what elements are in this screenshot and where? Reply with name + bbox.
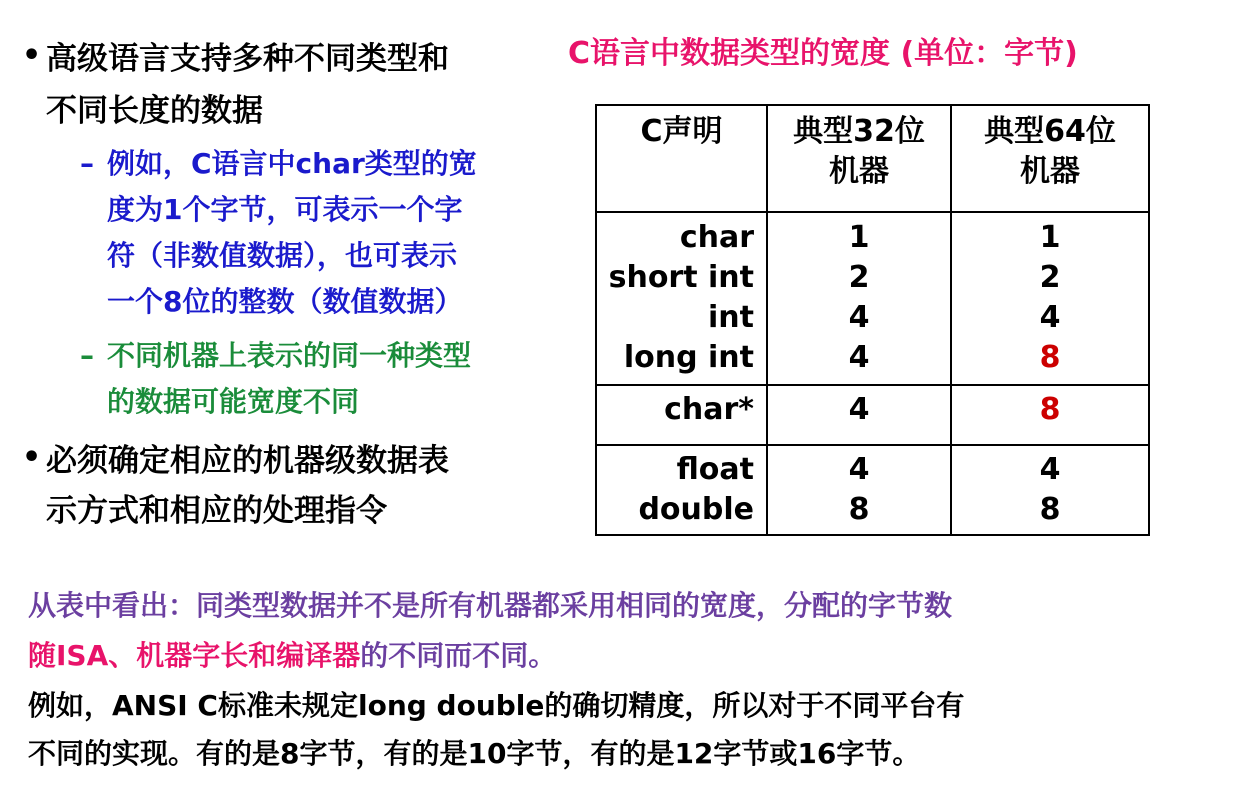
row-64bit: 1 [1039, 220, 1061, 255]
sub-2-line-2: 的数据可能宽度不同 [107, 385, 360, 418]
bottom-highlight: 随ISA、机器字长和编译器 [28, 639, 361, 672]
row-64bit: 8 [1039, 492, 1061, 527]
bottom-line-2-rest: 的不同而不同。 [360, 639, 557, 672]
row-decl: int [708, 300, 754, 335]
header-64bit-line-1: 典型64位 [984, 114, 1116, 149]
bullet-1-line-2: 不同长度的数据 [46, 93, 263, 129]
row-64bit: 2 [1039, 260, 1061, 295]
bullet-1-marker: • [22, 38, 42, 73]
row-32bit: 8 [848, 492, 870, 527]
sub-1-line-1: 例如，C语言中char类型的宽 [107, 147, 477, 180]
bullet-2-line-2: 示方式和相应的处理指令 [46, 493, 387, 529]
row-32bit: 4 [848, 340, 870, 375]
row-decl: double [638, 492, 754, 527]
row-32bit: 2 [848, 260, 870, 295]
row-decl: float [676, 452, 754, 487]
row-64bit-highlight: 8 [1039, 392, 1061, 427]
row-64bit-highlight: 8 [1039, 340, 1061, 375]
table-divider [597, 444, 1148, 446]
table-divider [597, 384, 1148, 386]
bottom-line-3: 例如，ANSI C标准未规定long double的确切精度，所以对于不同平台有 [28, 689, 965, 722]
table-divider [597, 211, 1148, 213]
sub-1-line-2: 度为1个字节，可表示一个字 [107, 193, 463, 226]
row-32bit: 4 [848, 392, 870, 427]
bottom-line-2 [28, 634, 556, 678]
sub-2-dash: – [80, 339, 94, 372]
header-32bit-line-2: 机器 [829, 154, 889, 189]
sub-2-line-1: 不同机器上表示的同一种类型 [107, 339, 472, 372]
bottom-line-1: 从表中看出：同类型数据并不是所有机器都采用相同的宽度，分配的字节数 [28, 589, 953, 622]
row-decl: short int [608, 260, 754, 295]
row-decl: char* [664, 392, 754, 427]
data-type-width-table [595, 104, 1150, 536]
header-decl: C声明 [640, 114, 723, 149]
sub-1-line-4: 一个8位的整数（数值数据） [107, 285, 463, 318]
table-caption: C语言中数据类型的宽度 (单位：字节) [568, 36, 1078, 71]
bullet-2-line-1: 必须确定相应的机器级数据表 [46, 443, 449, 479]
bottom-line-4: 不同的实现。有的是8字节，有的是10字节，有的是12字节或16字节。 [28, 737, 921, 770]
bullet-1-line-1: 高级语言支持多种不同类型和 [46, 41, 449, 77]
sub-1-dash: – [80, 147, 94, 180]
header-64bit-line-2: 机器 [1020, 154, 1080, 189]
sub-1-line-3: 符（非数值数据），也可表示 [107, 239, 458, 272]
row-32bit: 4 [848, 452, 870, 487]
row-64bit: 4 [1039, 300, 1061, 335]
row-decl: char [679, 220, 754, 255]
row-32bit: 4 [848, 300, 870, 335]
row-32bit: 1 [848, 220, 870, 255]
row-decl: long int [623, 340, 754, 375]
bullet-2-marker: • [22, 440, 42, 475]
header-32bit-line-1: 典型32位 [793, 114, 925, 149]
row-64bit: 4 [1039, 452, 1061, 487]
